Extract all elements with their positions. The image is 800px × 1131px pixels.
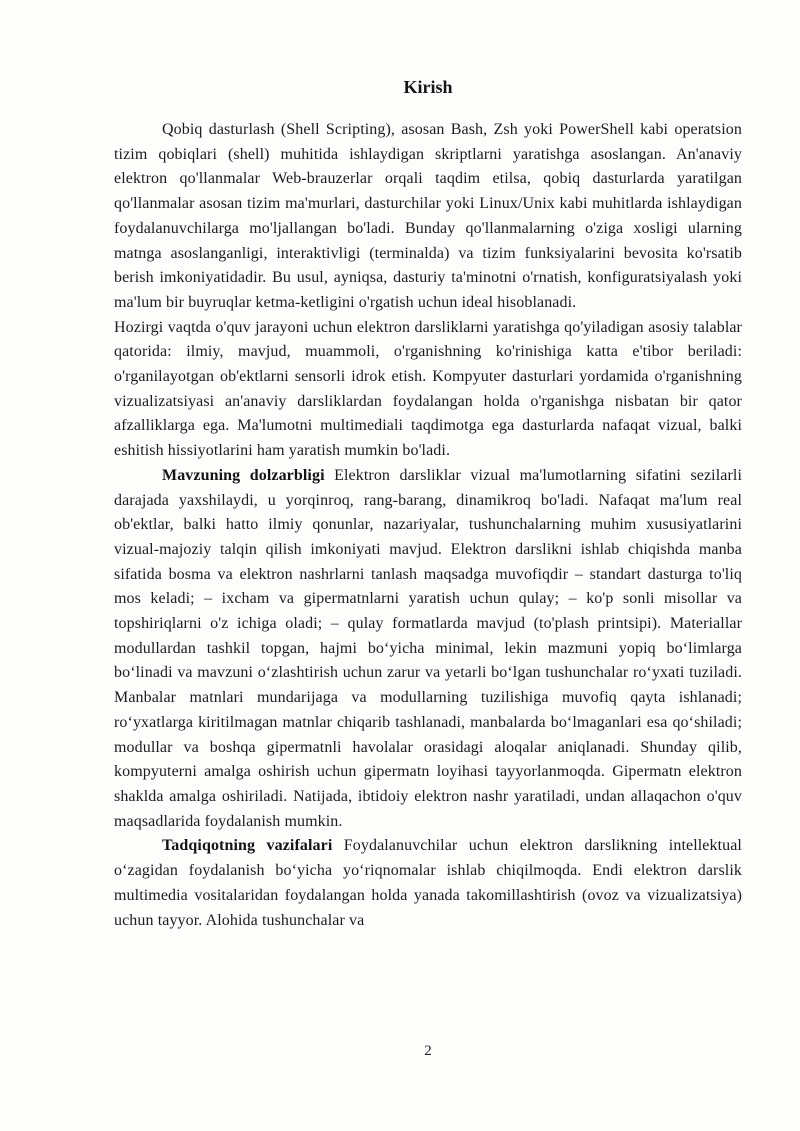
page-title: Kirish: [403, 77, 453, 97]
paragraph-4: Tadqiqotning vazifalari Foydalanuvchilar uchun elektron darslikning intellektual o‘zagidan foydalanish bo‘yicha yo‘riqnomalar ishlab chiqilmoqda. Endi elektron darslik multimedia vositalaridan foydalangan holda yanada takomillashtirish (ovoz va vizualizatsiya) uchun tayyor. Alohida tushunchalar va: [114, 837, 742, 929]
paragraph-3-lead: Mavzuning dolzarbligi: [162, 466, 325, 484]
page-number: 2: [424, 1043, 432, 1059]
paragraph-1: Qobiq dasturlash (Shell Scripting), asosan Bash, Zsh yoki PowerShell kabi operatsion tizim qobiqlari (shell) muhitida ishlaydigan skriptlarni yaratishga asoslangan. An'anaviy elektron qo'llanmalar Web-brauzerlar orqali taqdim etilsa, qobiq dasturlarda yaratilgan qo'llanmalar asosan tizim ma'murlari, dasturchilar yoki Linux/Unix kabi muhitlarda ishlaydigan foydalanuvchilarga mo'ljallangan bo'ladi. Bunday qo'llanmalarning o'ziga xosligi ularning matnga asoslanganligi, interaktivligi (terminalda) va tizim funksiyalarini bevosita ko'rsatib berish imkoniyatidadir. Bu usul, ayniqsa, dasturiy ta'minotni o'rnatish, konfiguratsiyalash yoki ma'lum bir buyruqlar ketma-ketligini o'rgatish uchun ideal hisoblanadi.: [114, 121, 742, 311]
paragraph-3: Mavzuning dolzarbligi Elektron darsliklar vizual ma'lumotlarning sifatini sezilarli darajada yaxshilaydi, u yorqinroq, rang-barang, dinamikroq bo'ladi. Nafaqat ma'lum real ob'ektlar, balki hatto ilmiy qonunlar, nazariyalar, tushunchalarning muhim xususiyatlarini vizual-majoziy talqin qilish imkoniyati mavjud. Elektron darslikni ishlab chiqishda manba sifatida bosma va elektron nashrlarni tanlash maqsadga muvofiqdir – standart dasturga to'liq mos keladi; – ixcham va gipermatnlarni yaratish uchun qulay; – ko'p sonli misollar va topshiriqlarni o'z ichiga oladi; – qulay formatlarda mavjud (to'plash printsipi). Materiallar modullardan tashkil topgan, hajmi bo‘yicha minimal, lekin mazmuni yopiq bo‘limlarga bo‘linadi va mavzuni o‘zlashtirish uchun zarur va yetarli bo‘lgan tushunchalar ro‘yxati tuziladi. Manbalar matnlari mundarijaga va modullarning tuzilishiga muvofiq qayta ishlanadi; ro‘yxatlarga kiritilmagan matnlar chiqarib tashlanadi, manbalarda bo‘lmaganlari esa qo‘shiladi; modullar va boshqa gipermatnli havolalar orasidagi aloqalar aniqlanadi. Shunday qilib, kompyuterni amalga oshirish uchun gipermatn loyihasi tayyorlanmoqda. Gipermatn elektron shaklda amalga oshiriladi. Natijada, ibtidoiy elektron nashr yaratiladi, undan allaqachon o'quv maqsadlarida foydalanish mumkin.: [114, 466, 742, 830]
document-body: [114, 118, 742, 933]
paragraph-4-lead: Tadqiqotning vazifalari: [162, 837, 333, 855]
paragraph-2: Hozirgi vaqtda o'quv jarayoni uchun elektron darsliklarni yaratishga qo'yiladigan asosiy talablar qatorida: ilmiy, mavjud, muammoli, o'rganishning ko'rinishiga katta e'tibor beriladi: o'rganilayotgan ob'ektlarni sensorli idrok etish. Kompyuter dasturlari yordamida o'rganishning vizualizatsiyasi an'anaviy darsliklardan foydalangan holda o'rganishga nisbatan bir qator afzalliklarga ega. Ma'lumotni multimediali taqdimotga ega dasturlarda nafaqat vizual, balki eshitish hissiyotlarini ham yaratish mumkin bo'ladi.: [114, 318, 742, 460]
